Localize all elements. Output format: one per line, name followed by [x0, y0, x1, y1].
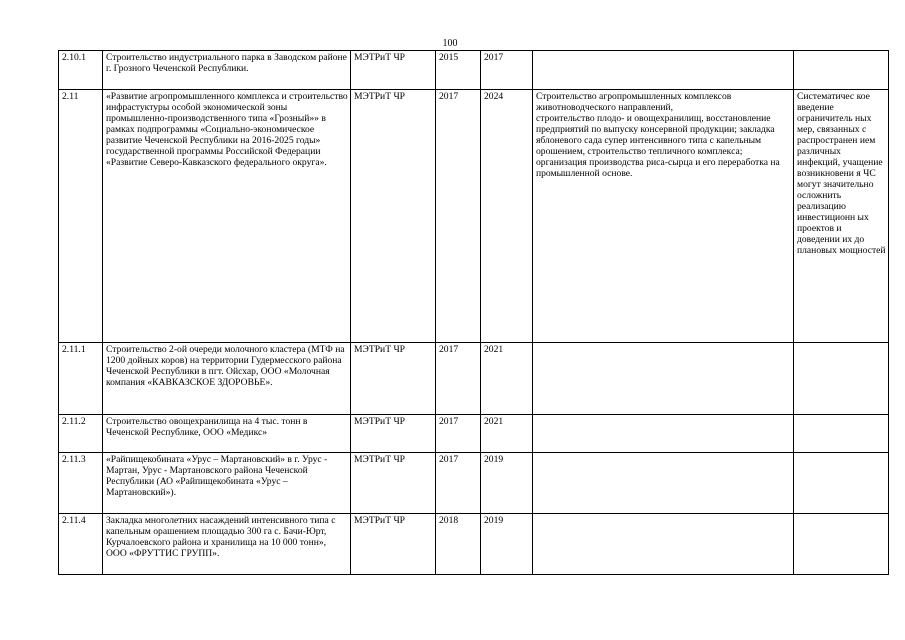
measure-name: Строительство 2-ой очереди молочного кластера (МТФ на 1200 дойных коров) на территории Гудермесского района Чеченской Республики в пгт. Ойсхар, ООО «Молочная компания «КАВКАЗСКОЕ ЗДОРОВЬЕ». [103, 343, 351, 415]
risk-description [794, 514, 889, 575]
risk-description: Систематичес кое введение ограничитель ных мер, связанных с распространен ием различных инфекций, учащение возникновени я ЧС могут значительно осложнить реализацию инвестиционн ых проектов и доведении их до плановых мощностей [794, 90, 889, 343]
row-number: 2.11 [59, 90, 103, 343]
measure-name: Строительство индустриального парка в Заводском районе г. Грозного Чеченской Республики. [103, 51, 351, 90]
start-year: 2017 [436, 453, 481, 514]
end-year: 2019 [481, 453, 533, 514]
expected-result: Строительство агропромышленных комплексов животноводческого направлений, строительство плодо- и овощехранилищ, восстановление предприятий по выпуску консервной продукции; закладка яблоневого сада супер интенсивного типа с капельным орошением, строительство тепличного комплекса; организация производства риса-сырца и его переработка на промышленной основе. [533, 90, 794, 343]
expected-result [533, 51, 794, 90]
end-year: 2021 [481, 343, 533, 415]
program-table [58, 50, 889, 575]
end-year: 2019 [481, 514, 533, 575]
row-number: 2.11.3 [59, 453, 103, 514]
expected-result [533, 453, 794, 514]
end-year: 2021 [481, 415, 533, 453]
start-year: 2018 [436, 514, 481, 575]
expected-result [533, 343, 794, 415]
executor: МЭТРиТ ЧР [351, 90, 436, 343]
row-number: 2.10.1 [59, 51, 103, 90]
table-row [59, 90, 889, 343]
measure-name: Закладка многолетних насаждений интенсивного типа с капельным орашением площадью 300 га с. Бачи-Юрт, Курчалоевского района и хранилища на 10 000 тонн», ООО «ФРУТТИС ГРУПП». [103, 514, 351, 575]
table-row [59, 514, 889, 575]
executor: МЭТРиТ ЧР [351, 453, 436, 514]
end-year: 2017 [481, 51, 533, 90]
start-year: 2017 [436, 90, 481, 343]
row-number: 2.11.1 [59, 343, 103, 415]
expected-result [533, 415, 794, 453]
measure-name: «Райпищекобината «Урус – Мартановский» в г. Урус - Мартан, Урус - Мартановского района Чеченской Республики (АО «Райпищекобината «Урус – Мартановский»). [103, 453, 351, 514]
risk-description [794, 453, 889, 514]
table-row [59, 415, 889, 453]
end-year: 2024 [481, 90, 533, 343]
start-year: 2017 [436, 343, 481, 415]
executor: МЭТРиТ ЧР [351, 51, 436, 90]
risk-description [794, 415, 889, 453]
measure-name: Строительство овощехранилища на 4 тыс. тонн в Чеченской Республике, ООО «Медикс» [103, 415, 351, 453]
measure-name: «Развитие агропромышленного комплекса и строительство инфрастуктуры особой экономической зоны промышленно-производственного типа «Грозный»» в рамках подпрограммы «Социально-экономическое развитие Чеченской Республики на 2016-2025 годы» государственной программы Российской Федерации «Развитие Северо-Кавказского федерального округа». [103, 90, 351, 343]
page-number: 100 [442, 38, 458, 49]
risk-description [794, 51, 889, 90]
row-number: 2.11.4 [59, 514, 103, 575]
table-row [59, 51, 889, 90]
executor: МЭТРиТ ЧР [351, 415, 436, 453]
table-row [59, 453, 889, 514]
start-year: 2015 [436, 51, 481, 90]
start-year: 2017 [436, 415, 481, 453]
table-row [59, 343, 889, 415]
risk-description [794, 343, 889, 415]
executor: МЭТРиТ ЧР [351, 514, 436, 575]
row-number: 2.11.2 [59, 415, 103, 453]
executor: МЭТРиТ ЧР [351, 343, 436, 415]
expected-result [533, 514, 794, 575]
